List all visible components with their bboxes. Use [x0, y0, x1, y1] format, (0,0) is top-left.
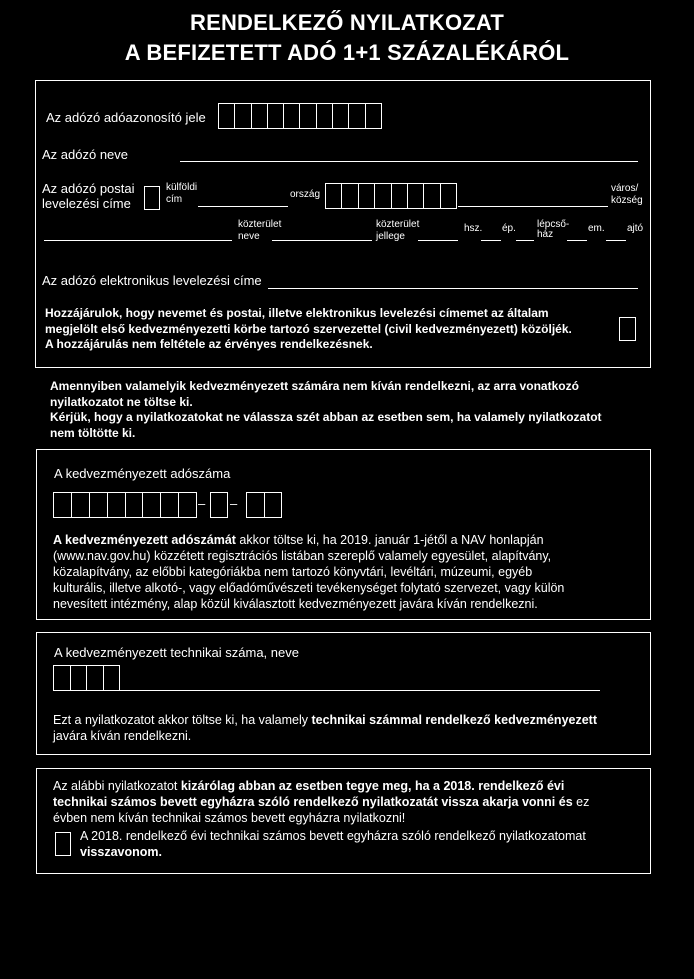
- revoke-p2-b: technikai számos bevett egyházra szóló rendelkező nyilatkozatát vissza akarja vonni és: [53, 795, 573, 809]
- technical-description: [53, 712, 613, 744]
- technical-number-field[interactable]: [53, 665, 120, 691]
- page-title-line1: RENDELKEZŐ NYILATKOZAT: [189, 10, 504, 35]
- beneficiary-desc-1: akkor töltse ki, ha 2019. január 1-jétől a NAV honlapján: [235, 533, 544, 547]
- consent-line2: megjelölt első kedvezményezetti körbe tartozó szervezettel (civil kedvezményezett) közöljék.: [45, 321, 572, 336]
- staircase-label-1: lépcső-: [537, 219, 570, 230]
- house-number-field[interactable]: [481, 240, 501, 241]
- city-label-1: város/: [611, 183, 639, 194]
- revoke-p1-a: Az alábbi nyilatkozatot: [53, 779, 181, 793]
- street-type-field[interactable]: [418, 240, 458, 241]
- street-type-label-1: közterület: [376, 219, 420, 230]
- house-number-label: hsz.: [464, 223, 483, 234]
- address-line-field[interactable]: [44, 240, 232, 241]
- revoke-checkbox[interactable]: [55, 832, 71, 856]
- email-field[interactable]: [268, 288, 638, 289]
- consent-line1: Hozzájárulok, hogy nevemet és postai, illetve elektronikus levelezési címemet az általam: [45, 306, 549, 320]
- taxpayer-name-label: Az adózó neve: [42, 147, 129, 162]
- beneficiary-desc-3: közalapítvány, az előbbi kategóriákba nem tartozó könyvtári, levéltári, múzeumi, egyéb: [53, 565, 533, 579]
- staircase-field[interactable]: [567, 240, 587, 241]
- tax-no-dash-1: –: [198, 496, 206, 511]
- beneficiary-tax-no-vat[interactable]: [210, 492, 228, 518]
- building-label: ép.: [502, 223, 516, 234]
- revoke-p2-c: ez: [572, 795, 590, 809]
- consent-line3: A hozzájárulás nem feltétele az érvényes rendelkezésnek.: [45, 337, 373, 351]
- consent-checkbox[interactable]: [619, 317, 636, 341]
- beneficiary-desc-bold: A kedvezményezett adószámát: [53, 533, 236, 547]
- foreign-address-checkbox[interactable]: [144, 186, 160, 210]
- foreign-label-2: cím: [166, 194, 183, 205]
- notice-line1: Amennyiben valamelyik kedvezményezett számára nem kíván rendelkezni, az arra vonatkozó: [50, 379, 579, 393]
- taxpayer-id-label: Az adózó adóazonosító jele: [46, 110, 206, 125]
- country-label: ország: [290, 189, 321, 200]
- postal-label-line2: levelezési címe: [42, 196, 131, 211]
- notice-line3: Kérjük, hogy a nyilatkozatokat ne válassza szét abban az esetben sem, ha valamely nyilatkozatot: [50, 410, 602, 424]
- technical-label: A kedvezményezett technikai száma, neve: [54, 645, 299, 660]
- notice-line2: nyilatkozatot ne töltse ki.: [50, 394, 193, 409]
- street-name-label-1: közterület: [238, 219, 282, 230]
- street-name-label-2: neve: [238, 231, 260, 242]
- taxpayer-id-field[interactable]: [218, 103, 382, 129]
- technical-desc-1: Ezt a nyilatkozatot akkor töltse ki, ha valamely: [53, 713, 312, 727]
- building-field[interactable]: [516, 240, 534, 241]
- email-label: Az adózó elektronikus levelezési címe: [42, 273, 262, 288]
- foreign-address-field[interactable]: [198, 206, 288, 207]
- revoke-check-1: A 2018. rendelkező évi technikai számos bevett egyházra szóló rendelkező nyilatkozatomat: [80, 829, 586, 843]
- beneficiary-desc-5: nevesített intézmény, alap közül kiválasztott kedvezményezett javára kíván rendelkezni.: [53, 597, 538, 611]
- beneficiary-tax-no-main[interactable]: [53, 492, 197, 518]
- beneficiary-tax-no-county[interactable]: [246, 492, 282, 518]
- beneficiary-desc-2: (www.nav.gov.hu) közzétett regisztrációs listában szereplő valamely egyesület, alapítvány,: [53, 549, 552, 563]
- postal-code-field[interactable]: [325, 183, 457, 209]
- tax-no-dash-2: –: [230, 496, 238, 511]
- beneficiary-description: [53, 532, 585, 612]
- street-type-label-2: jellege: [376, 231, 405, 242]
- revoke-p3: évben nem kíván technikai számos bevett egyházra nyilatkozni!: [53, 811, 406, 825]
- technical-desc-2: javára kíván rendelkezni.: [53, 729, 192, 743]
- door-label: ajtó: [627, 223, 644, 234]
- technical-name-field[interactable]: [120, 690, 600, 691]
- revoke-description: [53, 778, 608, 826]
- postal-label-line1: Az adózó postai: [42, 181, 135, 196]
- notice-line4: nem töltötte ki.: [50, 425, 136, 440]
- floor-field[interactable]: [606, 240, 626, 241]
- beneficiary-tax-no-label: A kedvezményezett adószáma: [54, 466, 231, 481]
- city-field[interactable]: [458, 206, 608, 207]
- notice-text: [50, 379, 640, 441]
- consent-text: [45, 306, 611, 353]
- street-name-field[interactable]: [272, 240, 372, 241]
- beneficiary-desc-4: kulturális, illetve alkotó-, vagy előadóművészeti tevékenységet folytató szervezet, vagy külön: [53, 581, 565, 595]
- city-label-2: község: [611, 195, 643, 206]
- staircase-label-2: ház: [537, 229, 554, 240]
- foreign-label-1: külföldi: [166, 182, 198, 193]
- revoke-p1-b: kizárólag abban az esetben tegye meg, ha a 2018. rendelkező évi: [180, 779, 565, 793]
- revoke-check-text: [80, 828, 610, 860]
- floor-label: em.: [588, 223, 605, 234]
- page-title-line2: A BEFIZETETT ADÓ 1+1 SZÁZALÉKÁRÓL: [124, 40, 570, 65]
- taxpayer-name-field[interactable]: [180, 161, 638, 162]
- revoke-check-2: visszavonom.: [80, 845, 162, 859]
- technical-desc-bold: technikai számmal rendelkező kedvezményezett: [311, 713, 597, 727]
